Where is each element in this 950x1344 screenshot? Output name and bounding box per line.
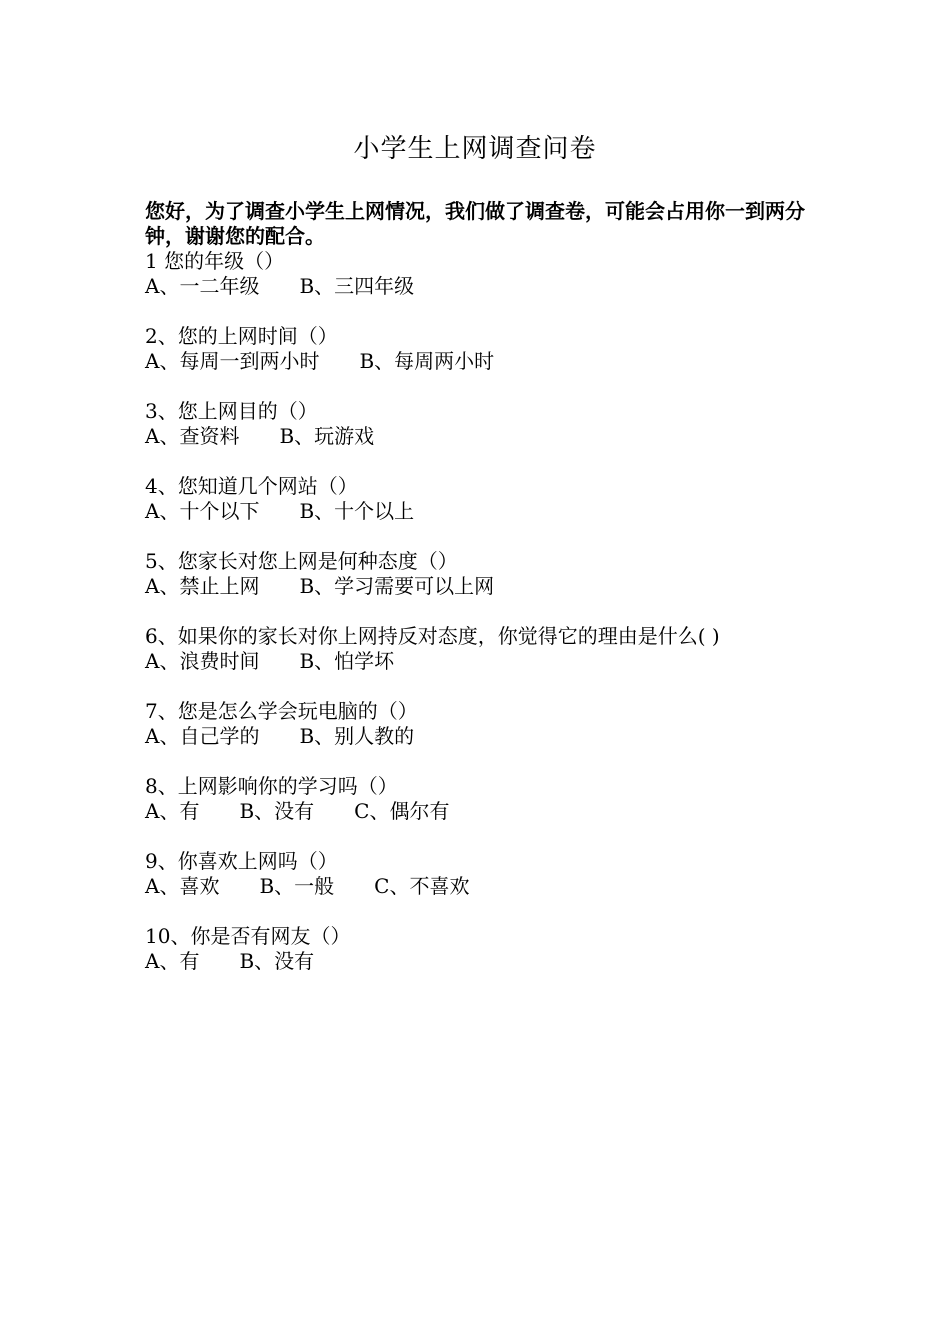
option-row	[145, 949, 825, 974]
question-text: 3、您上网目的（）	[145, 399, 318, 423]
option-a: A、查资料	[145, 424, 240, 448]
question-text: 7、您是怎么学会玩电脑的（）	[145, 699, 418, 723]
question-list	[145, 249, 825, 999]
option-b: B、三四年级	[299, 274, 415, 298]
question-3	[145, 399, 825, 449]
option-a: A、喜欢	[145, 874, 220, 898]
question-4	[145, 474, 825, 524]
option-a: A、十个以下	[145, 499, 260, 523]
question-10	[145, 924, 825, 974]
option-row	[145, 499, 825, 524]
question-6	[145, 624, 825, 674]
option-b: B、没有	[239, 949, 315, 973]
option-c: C、不喜欢	[374, 874, 470, 898]
option-a: A、禁止上网	[145, 574, 260, 598]
question-text: 2、您的上网时间（）	[145, 324, 338, 348]
option-b: B、十个以上	[299, 499, 415, 523]
option-a: A、有	[145, 799, 200, 823]
question-text: 5、您家长对您上网是何种态度（）	[145, 549, 458, 573]
option-c: C、偶尔有	[354, 799, 450, 823]
option-row	[145, 649, 825, 674]
question-1	[145, 249, 825, 299]
question-5	[145, 549, 825, 599]
option-a: A、有	[145, 949, 200, 973]
option-b: B、怕学坏	[299, 649, 395, 673]
option-row	[145, 799, 825, 824]
option-a: A、每周一到两小时	[145, 349, 320, 373]
question-text: 1 您的年级（）	[145, 249, 285, 273]
question-9	[145, 849, 825, 899]
question-7	[145, 699, 825, 749]
question-2	[145, 324, 825, 374]
option-a: A、浪费时间	[145, 649, 260, 673]
question-text: 8、上网影响你的学习吗（）	[145, 774, 398, 798]
option-row	[145, 874, 825, 899]
question-text: 4、您知道几个网站（）	[145, 474, 358, 498]
question-8	[145, 774, 825, 824]
option-b: B、每周两小时	[359, 349, 495, 373]
option-b: B、玩游戏	[279, 424, 375, 448]
option-row	[145, 724, 825, 749]
option-row	[145, 424, 825, 449]
option-b: B、学习需要可以上网	[299, 574, 495, 598]
option-a: A、一二年级	[145, 274, 260, 298]
option-b: B、没有	[239, 799, 315, 823]
question-text: 6、如果你的家长对你上网持反对态度，你觉得它的理由是什么( )	[145, 624, 720, 648]
option-b: B、别人教的	[299, 724, 415, 748]
page-title: 小学生上网调查问卷	[353, 134, 597, 164]
question-text: 9、你喜欢上网吗（）	[145, 849, 338, 873]
option-row	[145, 274, 825, 299]
question-text: 10、你是否有网友（）	[145, 924, 351, 948]
option-b: B、一般	[259, 874, 335, 898]
intro-paragraph: 您好，为了调查小学生上网情况，我们做了调查卷，可能会占用你一到两分钟，谢谢您的配合。	[145, 199, 805, 248]
option-row	[145, 574, 825, 599]
option-row	[145, 349, 825, 374]
option-a: A、自己学的	[145, 724, 260, 748]
